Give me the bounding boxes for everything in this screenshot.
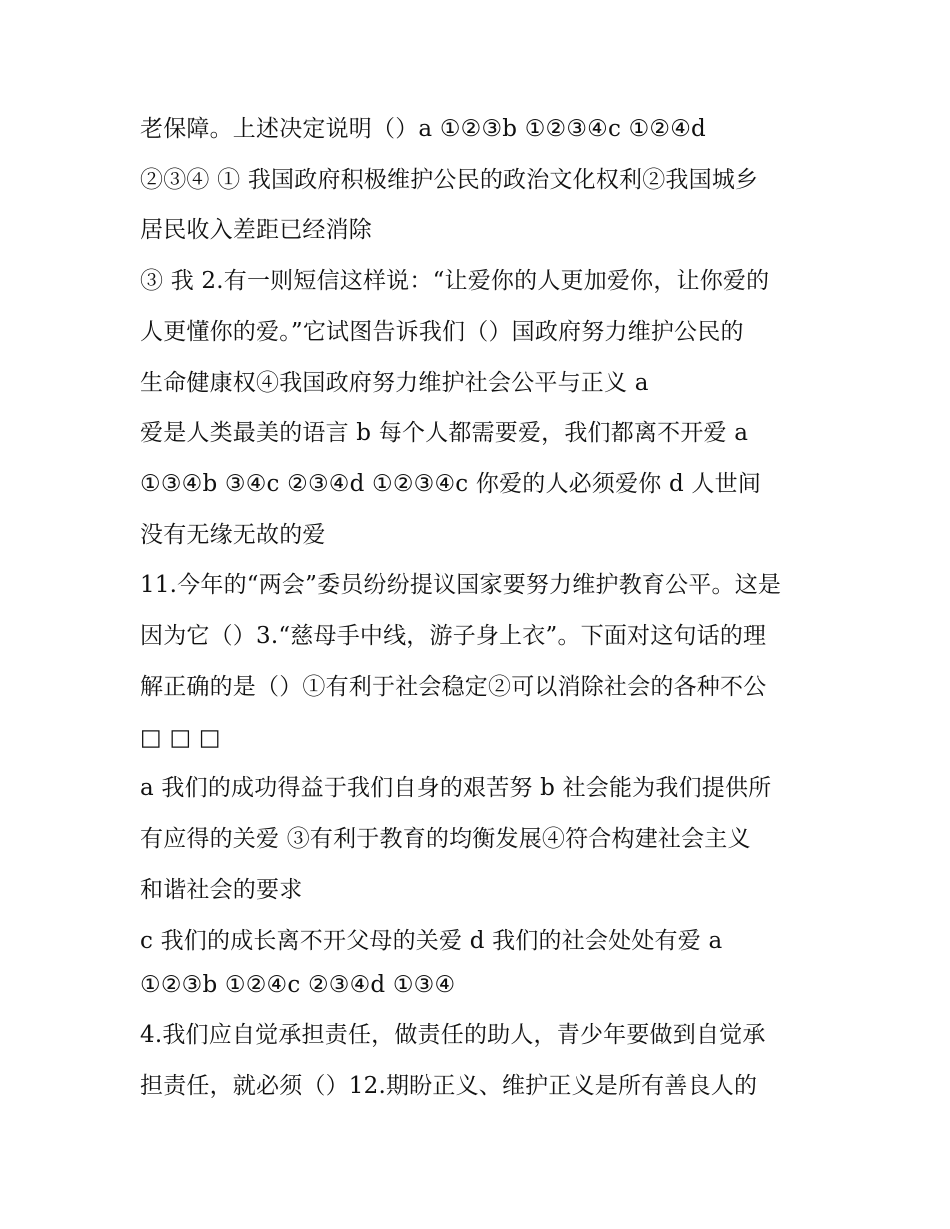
text-line: 4.我们应自觉承担责任，做责任的助人，青少年要做到自觉承 xyxy=(140,1022,766,1048)
text-line: 爱是人类最美的语言 b 每个人都需要爱，我们都离不开爱 a xyxy=(140,420,749,446)
text-line: □ □ □ xyxy=(140,725,221,751)
text-line: 有应得的关爱 ③有利于教育的均衡发展④符合构建社会主义 xyxy=(140,826,751,852)
text-line: 人更懂你的爱。”它试图告诉我们（）国政府努力维护公民的 xyxy=(140,319,744,345)
text-line: 解正确的是（）①有利于社会稳定②可以消除社会的各种不公 xyxy=(140,674,767,700)
text-line: 因为它（）3.“慈母手中线，游子身上衣”。下面对这句话的理 xyxy=(140,623,767,649)
text-line: 生命健康权④我国政府努力维护社会公平与正义 a xyxy=(140,370,649,396)
text-line: c 我们的成长离不开父母的关爱 d 我们的社会处处有爱 a xyxy=(140,928,723,954)
text-line: 担责任，就必须（）12.期盼正义、维护正义是所有善良人的 xyxy=(140,1073,758,1099)
text-line: 居民收入差距已经消除 xyxy=(140,217,372,243)
text-line: 没有无缘无故的爱 xyxy=(140,522,326,548)
text-line: ③ 我 2.有一则短信这样说：“让爱你的人更加爱你，让你爱的 xyxy=(140,268,770,294)
text-line: 11.今年的“两会”委员纷纷提议国家要努力维护教育公平。这是 xyxy=(140,572,782,598)
text-line: a 我们的成功得益于我们自身的艰苦努 b 社会能为我们提供所 xyxy=(140,775,772,801)
text-line: 和谐社会的要求 xyxy=(140,877,303,903)
text-line: 老保障。上述决定说明（）a ①②③b ①②③④c ①②④d xyxy=(140,116,706,142)
text-line: ②③④ ① 我国政府积极维护公民的政治文化权利②我国城乡 xyxy=(140,167,759,193)
text-line: ①②③b ①②④c ②③④d ①③④ xyxy=(140,972,456,998)
text-line: ①③④b ③④c ②③④d ①②③④c 你爱的人必须爱你 d 人世间 xyxy=(140,471,762,497)
